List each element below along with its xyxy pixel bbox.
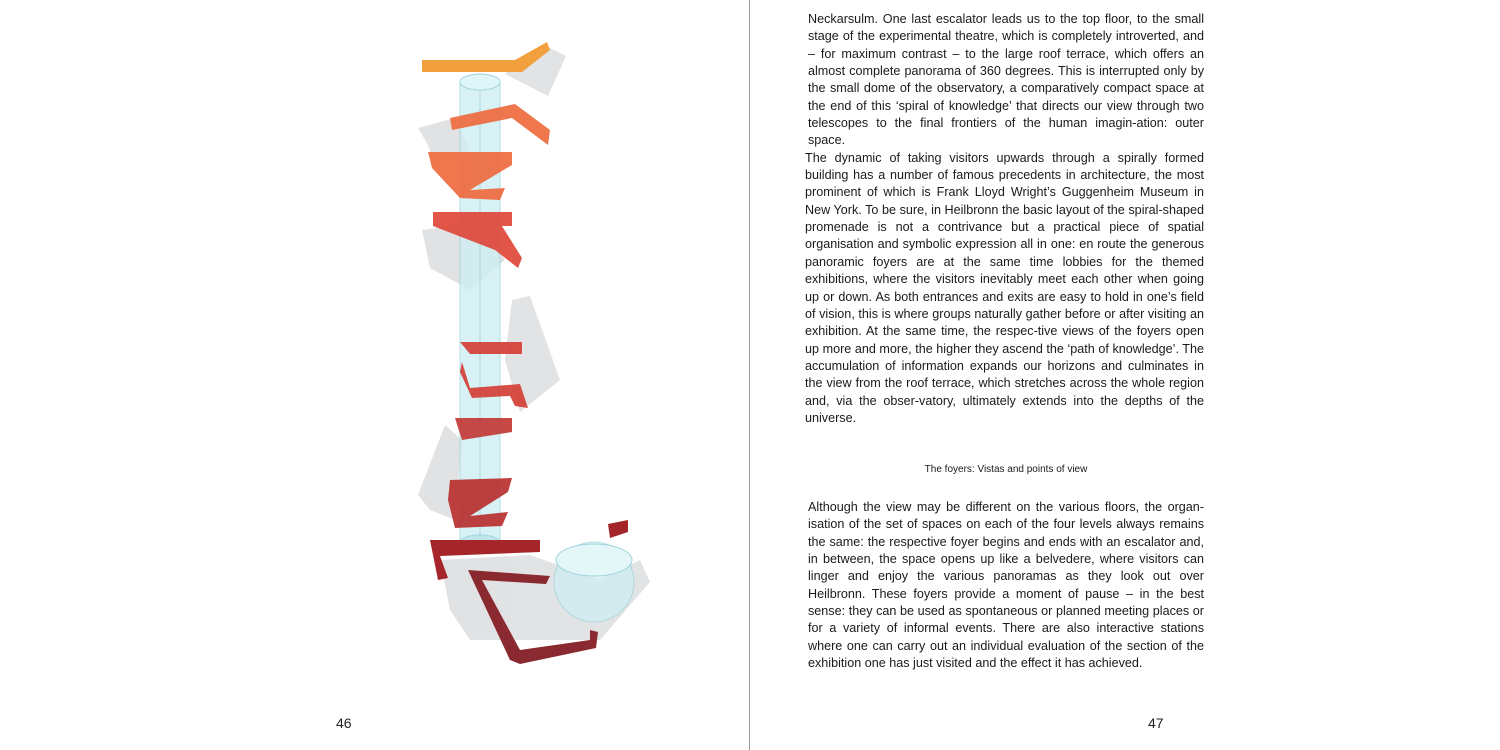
left-page	[0, 0, 749, 750]
paragraph-2: The dynamic of taking visitors upwards through a spirally formed building has a number of famous precedents in architecture, the most prominent of which is Frank Lloyd Wright’s Guggenheim Museum in New York. To be sure, in Heilbronn the basic layout of the spiral-shaped promenade is not a contrivance but a practical piece of spatial organisation and symbolic expression all in one: en route the generous panoramic foyers are at the same time lobbies for the themed exhibitions, where the visitors inevitably meet each other when going up or down. As both entrances and exits are easy to hold in one’s field of vision, this is where groups naturally gather before or after visiting an exhibition. At the same time, the respec-tive views of the foyers open up more and more, the higher they ascend the ‘path of knowledge’. The accumulation of information expands our horizons and culminates in the view from the roof terrace, which stretches across the whole region and, via the obser-vatory, ultimately extends into the depths of the universe.	[805, 150, 1204, 425]
glass-core	[460, 74, 500, 549]
section-heading: The foyers: Vistas and points of view	[924, 464, 1088, 475]
ramp-2a	[460, 342, 522, 354]
page-number-left: 46	[336, 715, 352, 731]
text-block-lower	[808, 499, 1204, 672]
ramp-ground-tab	[608, 520, 628, 538]
right-page	[750, 0, 1500, 750]
paragraph-3: Although the view may be different on the various floors, the organ-isation of the set of spaces on each of the four levels always remains the same: the respective foyer begins and ends with an escalator and, in between, the space opens up like a belvedere, where visitors can linger and enjoy the various panoramas as they look out over Heilbronn. These foyers provide a moment of pause – in the best sense: they can be used as spontaneous or planned meeting places or for a variety of informal events. There are also interactive stations where one can carry out an individual evaluation of the section of the exhibition one has just visited and the effect it has achieved.	[808, 500, 1204, 671]
spiral-building-illustration	[400, 30, 660, 680]
text-block-upper	[805, 11, 1204, 427]
paragraph-1: Neckarsulm. One last escalator leads us to the top floor, to the small stage of the experimental theatre, which is completely introverted, and – for maximum contrast – to the large roof terrace, which offers an almost complete panorama of 360 degrees. This is interrupted only by the small dome of the observatory, a comparatively compact space at the end of this ‘spiral of knowledge’ that directs our view through two telescopes to the final frontiers of the human imagin-ation: outer space.	[808, 12, 1204, 148]
ramp-1b	[448, 478, 512, 528]
page-number-right: 47	[1148, 715, 1164, 731]
observatory-dome	[554, 542, 634, 622]
